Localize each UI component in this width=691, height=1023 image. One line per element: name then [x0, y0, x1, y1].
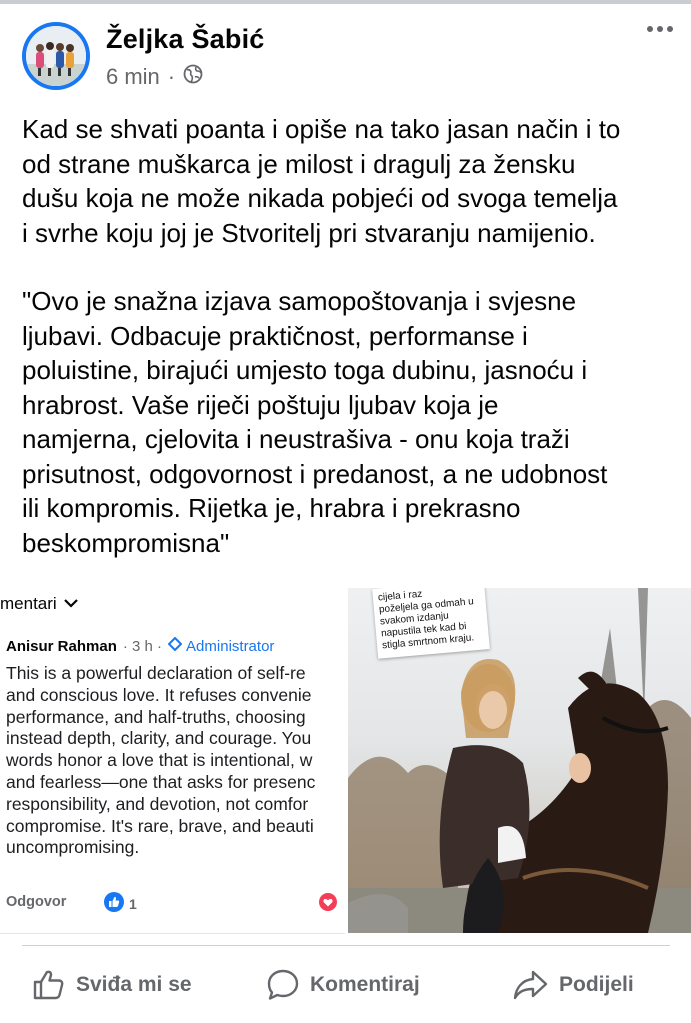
comment-time: · 3 h · [122, 637, 163, 655]
comment-text: This is a powerful declaration of self-re and conscious love. It refuses convenie performance, and half-truths, choosing instead depth, clarity, and courage. You words honor a love that is intentional, w and fearless—one that asks for presenc responsibility, and devotion, not comfor compromise. It's rare, brave, and beauti uncompromising. [6, 663, 316, 858]
author-name[interactable]: Željka Šabić [106, 24, 265, 54]
comment-meta [6, 637, 274, 655]
post-paragraph-2: "Ovo je snažna izjava samopoštovanja i svjesne ljubavi. Odbacuje praktičnost, performanse i poluistine, birajući umjesto toga dubinu, jasnoću i hrabrost. Vaše riječi poštuju ljubav koja je namjerna, cjelovita i neustrašiva - onu koja traži prisutnost, odgovornost i predanost, a ne udobnost ili kompromis. Rijetka je, hrabra i prekrasno beskompromisna" [22, 286, 608, 558]
meta-separator: · [167, 64, 176, 89]
comment-like-count [104, 892, 137, 915]
heart-icon [319, 893, 337, 916]
comment-button[interactable] [266, 960, 420, 1010]
share-label: Podijeli [559, 973, 634, 996]
comment-author: Anisur Rahman [6, 637, 117, 655]
text-sticker: cijela i raz poželjela ga odmah u svakom izdanju napustila tek kad bi stigla smrtnom kraju. [372, 588, 490, 659]
actions-divider [22, 945, 670, 946]
comment-label: Komentiraj [310, 973, 420, 996]
like-reaction-icon [104, 892, 124, 915]
like-button[interactable] [32, 960, 192, 1010]
admin-badge-icon [168, 637, 182, 655]
reply-label: Odgovor [6, 894, 67, 910]
post-meta [106, 64, 203, 90]
post-paragraph-1: Kad se shvati poanta i opiše na tako jasan način i to od strane muškarca je milost i dragulj za žensku dušu koja ne može nikada pobjeći od svoga temelja i svrhe koju joj je Stvoritelj pri stvaranju namijenio. [22, 114, 621, 248]
comment-bubble-icon [266, 968, 300, 1002]
chevron-down-icon [63, 594, 79, 614]
avatar-photo [26, 26, 86, 86]
action-bar [0, 960, 691, 1010]
comment-screenshot-image[interactable] [0, 588, 345, 934]
top-divider [0, 0, 691, 4]
avatar[interactable] [22, 22, 90, 90]
comments-header [0, 594, 79, 614]
share-arrow-icon [513, 968, 549, 1002]
admin-badge [168, 637, 274, 655]
admin-badge-label: Administrator [186, 637, 275, 655]
like-label: Sviđa mi se [76, 973, 192, 996]
post-text [22, 112, 682, 560]
post-photo[interactable] [348, 588, 691, 933]
globe-icon[interactable] [183, 64, 203, 90]
thumbs-up-icon [32, 968, 66, 1002]
share-button[interactable] [513, 960, 634, 1010]
more-options-icon[interactable] [647, 26, 673, 32]
comments-header-label: mentari [0, 594, 57, 613]
post-time[interactable]: 6 min [106, 64, 160, 89]
like-count: 1 [129, 895, 137, 912]
